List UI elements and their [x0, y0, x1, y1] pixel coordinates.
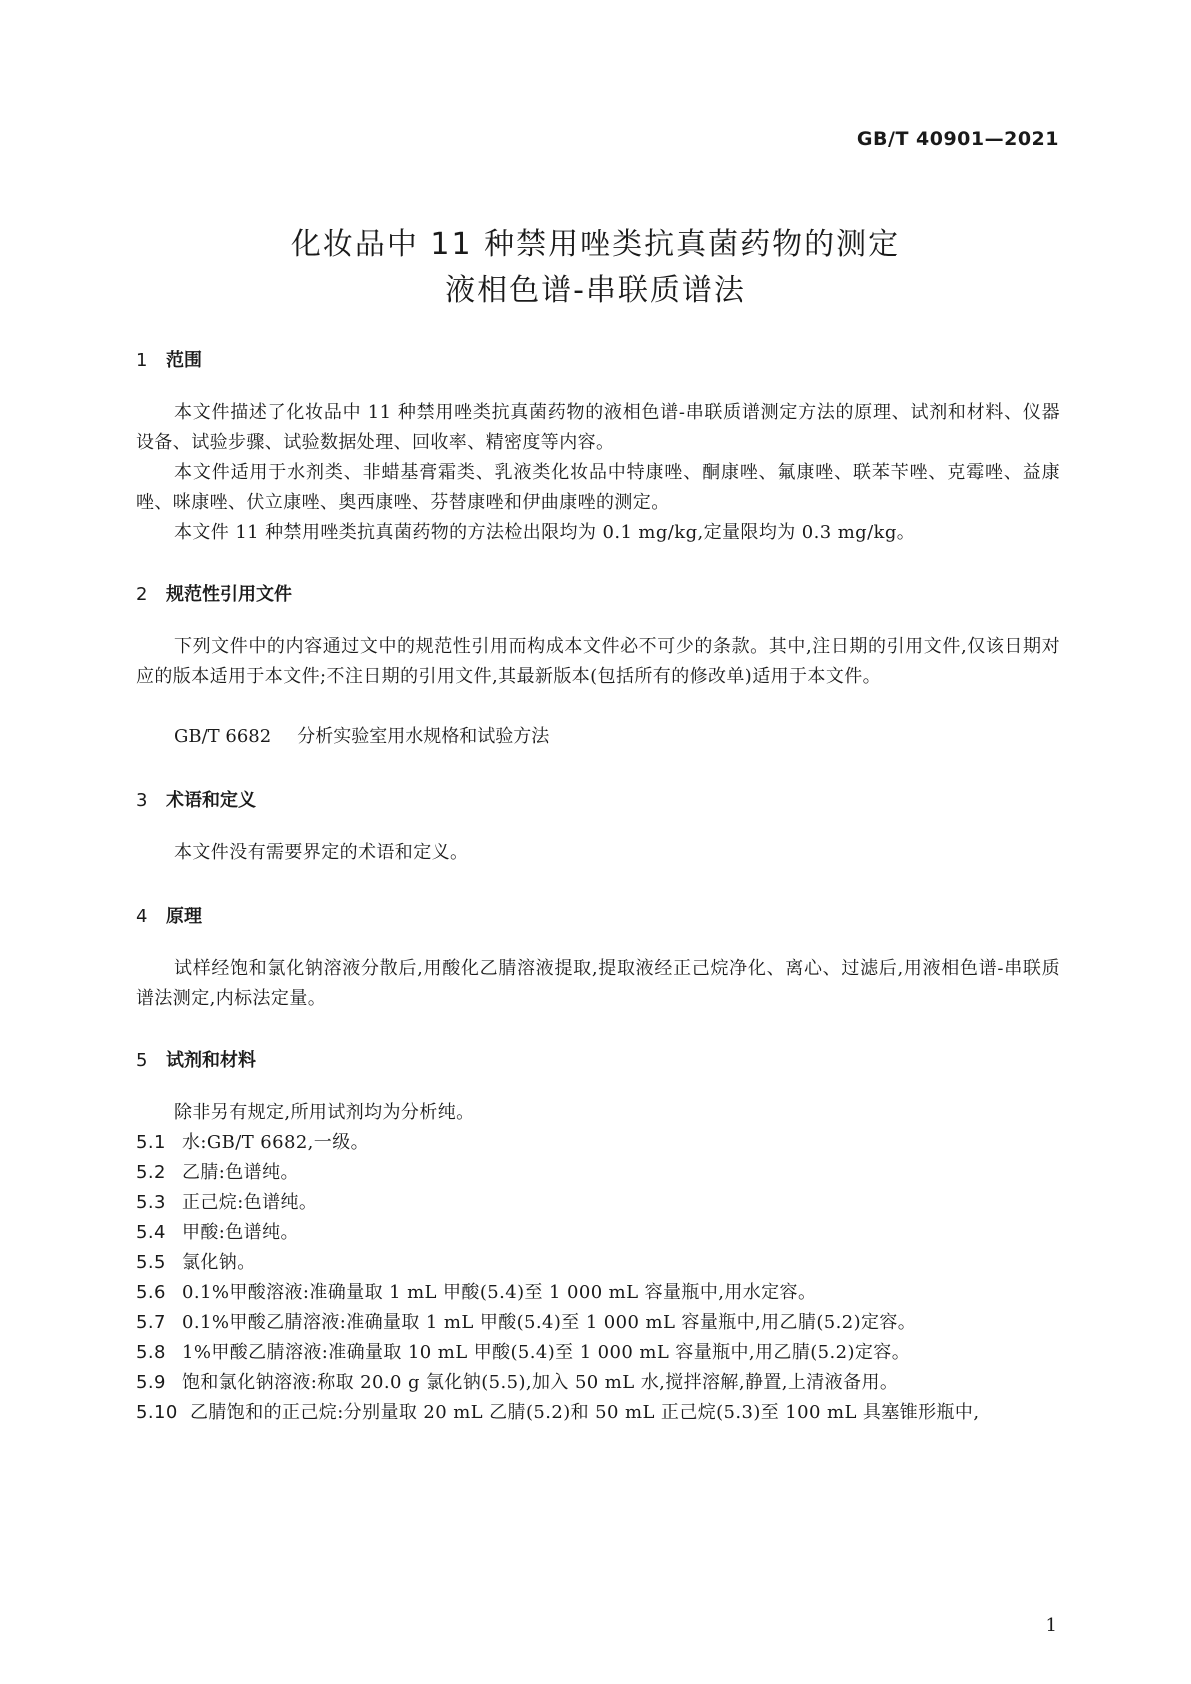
reagent-item — [136, 1278, 1060, 1308]
section-number: 2 — [136, 584, 148, 605]
item-text: 饱和氯化钠溶液:称取 20.0 g 氯化钠(5.5),加入 50 mL 水,搅拌溶解,静置,上清液备用。 — [182, 1372, 899, 1393]
reagent-item — [136, 1188, 1060, 1218]
principle-paragraph: 试样经饱和氯化钠溶液分散后,用酸化乙腈溶液提取,提取液经正己烷净化、离心、过滤后,用液相色谱-串联质谱法测定,内标法定量。 — [136, 958, 1060, 1009]
item-text: 1%甲酸乙腈溶液:准确量取 10 mL 甲酸(5.4)至 1 000 mL 容量瓶中,用乙腈(5.2)定容。 — [182, 1342, 911, 1363]
page-number: 1 — [1045, 1615, 1057, 1636]
item-text: 乙腈饱和的正己烷:分别量取 20 mL 乙腈(5.2)和 50 mL 正己烷(5.3)至 100 mL 具塞锥形瓶中, — [190, 1402, 980, 1423]
reagent-item — [136, 1218, 1060, 1248]
item-number: 5.10 — [136, 1402, 178, 1423]
document-title — [0, 222, 1191, 314]
item-text: 0.1%甲酸溶液:准确量取 1 mL 甲酸(5.4)至 1 000 mL 容量瓶中,用水定容。 — [182, 1282, 817, 1303]
item-text: 乙腈:色谱纯。 — [182, 1162, 299, 1183]
section-heading-principle — [136, 902, 202, 928]
item-number: 5.8 — [136, 1342, 166, 1363]
item-number: 5.5 — [136, 1252, 166, 1273]
scope-paragraph-1: 本文件描述了化妆品中 11 种禁用唑类抗真菌药物的液相色谱-串联质谱测定方法的原理、试剂和材料、仪器设备、试验步骤、试验数据处理、回收率、精密度等内容。 — [136, 402, 1060, 453]
section-title: 范围 — [166, 350, 202, 371]
item-number: 5.6 — [136, 1282, 166, 1303]
item-text: 水:GB/T 6682,一级。 — [182, 1132, 369, 1153]
reference-entry — [174, 722, 549, 752]
title-line-1: 化妆品中 11 种禁用唑类抗真菌药物的测定 — [290, 227, 901, 262]
section-heading-reagents — [136, 1046, 256, 1072]
section-heading-scope — [136, 346, 202, 372]
section-number: 4 — [136, 906, 148, 927]
item-number: 5.4 — [136, 1222, 166, 1243]
scope-paragraph-2: 本文件适用于水剂类、非蜡基膏霜类、乳液类化妆品中特康唑、酮康唑、氟康唑、联苯苄唑、克霉唑、益康唑、咪康唑、伏立康唑、奥西康唑、芬替康唑和伊曲康唑的测定。 — [136, 462, 1060, 513]
terms-paragraph: 本文件没有需要界定的术语和定义。 — [174, 842, 469, 863]
reagent-item — [136, 1248, 1060, 1278]
section-number: 5 — [136, 1050, 148, 1071]
section-title: 规范性引用文件 — [166, 584, 292, 605]
scope-paragraph-3: 本文件 11 种禁用唑类抗真菌药物的方法检出限均为 0.1 mg/kg,定量限均为 0.3 mg/kg。 — [174, 522, 916, 543]
item-text: 甲酸:色谱纯。 — [182, 1222, 299, 1243]
reference-title: 分析实验室用水规格和试验方法 — [297, 726, 550, 747]
title-line-2: 液相色谱-串联质谱法 — [445, 273, 746, 308]
section-number: 3 — [136, 790, 148, 811]
item-number: 5.7 — [136, 1312, 166, 1333]
reagent-item — [136, 1308, 1060, 1338]
section-title: 试剂和材料 — [166, 1050, 256, 1071]
item-text: 0.1%甲酸乙腈溶液:准确量取 1 mL 甲酸(5.4)至 1 000 mL 容量瓶中,用乙腈(5.2)定容。 — [182, 1312, 917, 1333]
section-heading-terms — [136, 786, 256, 812]
item-text: 正己烷:色谱纯。 — [182, 1192, 318, 1213]
reagent-item — [136, 1398, 1060, 1428]
item-text: 氯化钠。 — [182, 1252, 256, 1273]
reagent-item — [136, 1338, 1060, 1368]
reference-code: GB/T 6682 — [174, 726, 272, 747]
section-title: 术语和定义 — [166, 790, 256, 811]
reagent-item — [136, 1128, 1060, 1158]
section-title: 原理 — [166, 906, 202, 927]
item-number: 5.9 — [136, 1372, 166, 1393]
section-heading-normative-references — [136, 580, 292, 606]
reagent-item — [136, 1158, 1060, 1188]
section-number: 1 — [136, 350, 148, 371]
item-number: 5.3 — [136, 1192, 166, 1213]
standard-code: GB/T 40901—2021 — [856, 128, 1059, 150]
item-number: 5.2 — [136, 1162, 166, 1183]
references-paragraph: 下列文件中的内容通过文中的规范性引用而构成本文件必不可少的条款。其中,注日期的引用文件,仅该日期对应的版本适用于本文件;不注日期的引用文件,其最新版本(包括所有的修改单)适用于本文件。 — [136, 636, 1060, 687]
item-number: 5.1 — [136, 1132, 166, 1153]
reagent-item — [136, 1368, 1060, 1398]
reagents-intro: 除非另有规定,所用试剂均为分析纯。 — [174, 1102, 475, 1123]
